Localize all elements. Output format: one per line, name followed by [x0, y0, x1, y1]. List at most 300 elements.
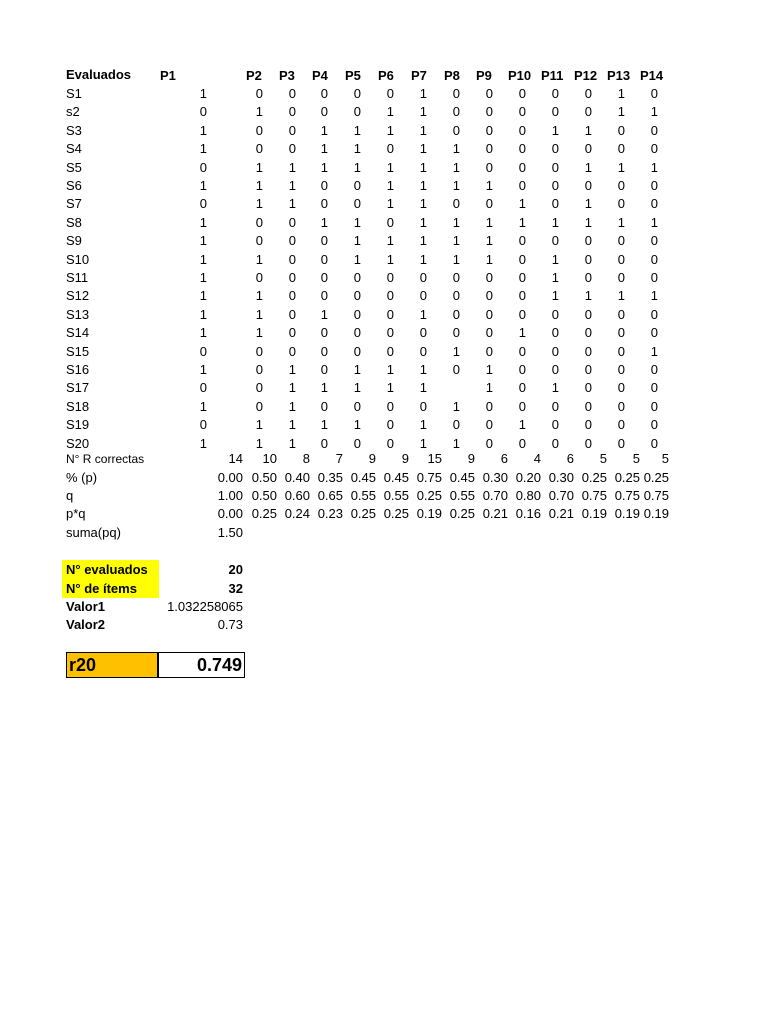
score-cell: 0 — [551, 362, 559, 377]
stat-cell: 9 — [467, 451, 475, 466]
score-cell: 0 — [386, 325, 394, 340]
score-cell: 1 — [419, 178, 427, 193]
score-cell: 1 — [617, 215, 625, 230]
score-cell: 1 — [386, 252, 394, 267]
score-cell: 0 — [650, 233, 658, 248]
score-cell: 0 — [320, 252, 328, 267]
score-cell: 0 — [584, 325, 592, 340]
score-cell: 1 — [320, 307, 328, 322]
score-cell: 0 — [518, 270, 526, 285]
score-cell: 0 — [617, 436, 625, 451]
score-cell: 0 — [650, 380, 658, 395]
score-cell: 1 — [452, 252, 460, 267]
score-cell: 0 — [485, 344, 493, 359]
score-cell: 1 — [353, 233, 361, 248]
score-cell: 0 — [452, 123, 460, 138]
stat-cell: 0.25 — [643, 470, 669, 485]
score-cell: 1 — [452, 160, 460, 175]
stat-cell: 0.25 — [581, 470, 607, 485]
score-cell: 0 — [485, 141, 493, 156]
score-cell: 1 — [551, 270, 559, 285]
score-cell: 0 — [320, 104, 328, 119]
score-cell: 0 — [518, 104, 526, 119]
score-cell: 0 — [288, 344, 296, 359]
score-cell: 1 — [255, 104, 263, 119]
score-cell: 0 — [452, 288, 460, 303]
score-cell: 1 — [650, 288, 658, 303]
score-cell: 1 — [419, 307, 427, 322]
score-cell: 0 — [617, 252, 625, 267]
subject-label: S11 — [66, 270, 89, 285]
score-cell: 1 — [199, 141, 207, 156]
score-cell: 0 — [452, 325, 460, 340]
score-cell: 1 — [386, 178, 394, 193]
header-p1: P1 — [160, 68, 176, 83]
score-cell: 0 — [650, 362, 658, 377]
score-cell: 1 — [320, 417, 328, 432]
score-cell: 1 — [584, 160, 592, 175]
score-cell: 0 — [650, 307, 658, 322]
score-cell: 1 — [199, 399, 207, 414]
header-p7: P7 — [411, 68, 427, 83]
score-cell: 0 — [551, 104, 559, 119]
stat-cell: 5 — [632, 451, 640, 466]
score-cell: 1 — [551, 215, 559, 230]
score-cell: 0 — [288, 325, 296, 340]
score-cell: 1 — [386, 104, 394, 119]
score-cell: 1 — [485, 252, 493, 267]
score-cell: 0 — [452, 104, 460, 119]
stat-cell: 6 — [500, 451, 508, 466]
subject-label: S16 — [66, 362, 90, 377]
score-cell: 0 — [584, 233, 592, 248]
score-cell: 0 — [353, 325, 361, 340]
score-cell: 0 — [353, 86, 361, 101]
score-cell: 1 — [617, 160, 625, 175]
score-cell: 1 — [199, 325, 207, 340]
score-cell: 1 — [255, 160, 263, 175]
stat-cell: 0.21 — [482, 506, 508, 521]
header-p11: P11 — [541, 68, 564, 83]
score-cell: 1 — [485, 178, 493, 193]
score-cell: 0 — [584, 380, 592, 395]
score-cell: 0 — [650, 252, 658, 267]
score-cell: 0 — [288, 252, 296, 267]
subject-label: S7 — [66, 196, 82, 211]
score-cell: 1 — [485, 215, 493, 230]
score-cell: 0 — [551, 307, 559, 322]
score-cell: 0 — [353, 178, 361, 193]
score-cell: 0 — [485, 270, 493, 285]
score-cell: 0 — [419, 288, 427, 303]
score-cell: 0 — [518, 233, 526, 248]
stat-cell: 0.25 — [449, 506, 475, 521]
score-cell: 0 — [617, 270, 625, 285]
score-cell: 0 — [255, 141, 263, 156]
score-cell: 1 — [452, 344, 460, 359]
score-cell: 0 — [584, 436, 592, 451]
score-cell: 1 — [288, 380, 296, 395]
score-cell: 1 — [353, 215, 361, 230]
score-cell: 0 — [255, 362, 263, 377]
score-cell: 0 — [199, 417, 207, 432]
score-cell: 1 — [386, 380, 394, 395]
score-cell: 1 — [419, 380, 427, 395]
score-cell: 1 — [199, 307, 207, 322]
stat-cell: 0.55 — [449, 488, 475, 503]
score-cell: 0 — [255, 233, 263, 248]
score-cell: 1 — [199, 86, 207, 101]
stat-cell: 0.25 — [416, 488, 442, 503]
score-cell: 1 — [584, 196, 592, 211]
score-cell: 1 — [386, 196, 394, 211]
score-cell: 0 — [320, 325, 328, 340]
score-cell: 1 — [199, 270, 207, 285]
subject-label: s2 — [66, 104, 80, 119]
score-cell: 0 — [320, 399, 328, 414]
stat-cell: 0.75 — [581, 488, 607, 503]
score-cell: 1 — [255, 417, 263, 432]
score-cell: 0 — [485, 288, 493, 303]
stat-cell: 0.40 — [284, 470, 310, 485]
score-cell: 0 — [419, 325, 427, 340]
score-cell: 1 — [551, 380, 559, 395]
score-cell: 0 — [617, 325, 625, 340]
r20-label: r20 — [66, 652, 158, 678]
score-cell: 0 — [452, 270, 460, 285]
score-cell: 0 — [617, 380, 625, 395]
evaluados-value: 20 — [228, 562, 243, 577]
stat-cell: 4 — [533, 451, 541, 466]
score-cell: 1 — [650, 160, 658, 175]
score-cell: 0 — [650, 123, 658, 138]
stat-cell: 6 — [566, 451, 574, 466]
score-cell: 0 — [288, 123, 296, 138]
score-cell: 0 — [452, 307, 460, 322]
score-cell: 0 — [617, 362, 625, 377]
score-cell: 1 — [452, 178, 460, 193]
score-cell: 1 — [199, 233, 207, 248]
score-cell: 0 — [255, 380, 263, 395]
score-cell: 1 — [353, 123, 361, 138]
subject-label: S5 — [66, 160, 82, 175]
score-cell: 1 — [199, 178, 207, 193]
score-cell: 1 — [485, 362, 493, 377]
score-cell: 0 — [255, 344, 263, 359]
score-cell: 1 — [518, 196, 526, 211]
score-cell: 0 — [386, 270, 394, 285]
score-cell: 0 — [419, 399, 427, 414]
score-cell: 1 — [353, 252, 361, 267]
score-cell: 0 — [320, 270, 328, 285]
score-cell: 0 — [617, 307, 625, 322]
score-cell: 0 — [518, 307, 526, 322]
score-cell: 1 — [320, 160, 328, 175]
score-cell: 0 — [353, 196, 361, 211]
stat-cell: 0.25 — [383, 506, 409, 521]
subject-label: S3 — [66, 123, 82, 138]
stat-label: N° R correctas — [66, 452, 145, 466]
score-cell: 1 — [419, 362, 427, 377]
score-cell: 1 — [452, 436, 460, 451]
subject-label: S19 — [66, 417, 90, 432]
valor2-label: Valor2 — [66, 617, 106, 632]
subject-label: S8 — [66, 215, 82, 230]
stat-cell: 1.00 — [217, 488, 243, 503]
stat-cell: 0.70 — [482, 488, 508, 503]
score-cell: 0 — [584, 141, 592, 156]
score-cell: 0 — [419, 344, 427, 359]
score-cell: 1 — [288, 417, 296, 432]
stat-cell: 0.35 — [317, 470, 343, 485]
score-cell: 0 — [551, 178, 559, 193]
score-cell: 0 — [584, 399, 592, 414]
score-cell: 1 — [288, 178, 296, 193]
valor2-value: 0.73 — [217, 617, 243, 632]
score-cell: 1 — [288, 160, 296, 175]
score-cell: 1 — [551, 123, 559, 138]
header-p6: P6 — [378, 68, 394, 83]
stat-cell: 5 — [599, 451, 607, 466]
score-cell: 1 — [419, 215, 427, 230]
stat-label: % (p) — [66, 470, 98, 485]
score-cell: 1 — [452, 141, 460, 156]
score-cell: 1 — [584, 288, 592, 303]
stat-cell: 5 — [661, 451, 669, 466]
score-cell: 0 — [288, 141, 296, 156]
score-cell: 0 — [386, 417, 394, 432]
suma-value: 1.50 — [217, 525, 243, 540]
subject-label: S9 — [66, 233, 82, 248]
score-cell: 0 — [199, 196, 207, 211]
items-value: 32 — [228, 581, 243, 596]
evaluados-label: N° evaluados — [66, 562, 148, 577]
score-cell: 1 — [199, 288, 207, 303]
score-cell: 0 — [485, 123, 493, 138]
score-cell: 0 — [320, 233, 328, 248]
score-cell: 0 — [288, 233, 296, 248]
score-cell: 1 — [255, 196, 263, 211]
score-cell: 1 — [320, 123, 328, 138]
score-cell: 0 — [551, 233, 559, 248]
subject-label: S17 — [66, 380, 90, 395]
score-cell: 0 — [650, 399, 658, 414]
header-p14: P14 — [640, 68, 664, 83]
stat-cell: 0.45 — [350, 470, 376, 485]
score-cell: 1 — [419, 160, 427, 175]
score-cell: 1 — [485, 233, 493, 248]
subject-label: S14 — [66, 325, 90, 340]
score-cell: 0 — [199, 160, 207, 175]
score-cell: 0 — [518, 141, 526, 156]
stat-cell: 0.50 — [251, 488, 277, 503]
score-cell: 0 — [551, 141, 559, 156]
score-cell: 0 — [551, 86, 559, 101]
suma-label: suma(pq) — [66, 525, 121, 540]
score-cell: 1 — [353, 141, 361, 156]
stat-cell: 0.75 — [416, 470, 442, 485]
score-cell: 0 — [518, 123, 526, 138]
score-cell: 0 — [650, 141, 658, 156]
subject-label: S12 — [66, 288, 90, 303]
score-cell: 1 — [419, 436, 427, 451]
score-cell: 0 — [386, 399, 394, 414]
score-cell: 1 — [199, 123, 207, 138]
stat-cell: 0.25 — [251, 506, 277, 521]
stat-cell: 9 — [368, 451, 376, 466]
score-cell: 0 — [288, 307, 296, 322]
subject-label: S18 — [66, 399, 90, 414]
score-cell: 0 — [452, 417, 460, 432]
score-cell: 0 — [353, 344, 361, 359]
score-cell: 0 — [353, 270, 361, 285]
valor1-value: 1.032258065 — [167, 599, 243, 614]
score-cell: 0 — [584, 344, 592, 359]
score-cell: 0 — [485, 104, 493, 119]
score-cell: 0 — [551, 160, 559, 175]
score-cell: 0 — [255, 86, 263, 101]
score-cell: 1 — [485, 380, 493, 395]
stat-cell: 0.45 — [449, 470, 475, 485]
score-cell: 1 — [320, 215, 328, 230]
score-cell: 1 — [255, 178, 263, 193]
stat-cell: 0.75 — [614, 488, 640, 503]
score-cell: 0 — [353, 399, 361, 414]
score-cell: 1 — [288, 399, 296, 414]
score-cell: 0 — [617, 141, 625, 156]
score-cell: 0 — [617, 196, 625, 211]
score-cell: 0 — [584, 417, 592, 432]
score-cell: 0 — [518, 252, 526, 267]
score-cell: 0 — [650, 270, 658, 285]
stat-cell: 8 — [302, 451, 310, 466]
stat-cell: 15 — [427, 451, 442, 466]
score-cell: 0 — [485, 160, 493, 175]
score-cell: 0 — [452, 362, 460, 377]
score-cell: 0 — [518, 399, 526, 414]
score-cell: 1 — [617, 104, 625, 119]
score-cell: 0 — [485, 325, 493, 340]
score-cell: 1 — [419, 196, 427, 211]
stat-cell: 0.50 — [251, 470, 277, 485]
score-cell: 0 — [255, 399, 263, 414]
stat-cell: 0.75 — [643, 488, 669, 503]
score-cell: 0 — [518, 436, 526, 451]
score-cell: 0 — [518, 86, 526, 101]
score-cell: 0 — [617, 123, 625, 138]
score-cell: 1 — [584, 123, 592, 138]
row-label-header: Evaluados — [66, 67, 132, 82]
stat-cell: 0.65 — [317, 488, 343, 503]
stat-label: p*q — [66, 506, 86, 521]
score-cell: 0 — [551, 196, 559, 211]
score-cell: 0 — [518, 288, 526, 303]
score-cell: 1 — [551, 288, 559, 303]
score-cell: 1 — [452, 399, 460, 414]
score-cell: 1 — [650, 344, 658, 359]
stat-cell: 0.00 — [217, 506, 243, 521]
score-cell: 0 — [199, 104, 207, 119]
stat-cell: 7 — [335, 451, 343, 466]
score-cell: 0 — [452, 86, 460, 101]
score-cell: 1 — [288, 436, 296, 451]
score-cell: 0 — [518, 362, 526, 377]
subject-label: S6 — [66, 178, 82, 193]
score-cell: 0 — [584, 104, 592, 119]
score-cell: 1 — [199, 252, 207, 267]
header-p9: P9 — [476, 68, 492, 83]
score-cell: 0 — [584, 86, 592, 101]
score-cell: 0 — [584, 362, 592, 377]
score-cell: 0 — [551, 399, 559, 414]
stat-label: q — [66, 488, 74, 503]
score-cell: 0 — [419, 270, 427, 285]
stat-cell: 0.80 — [515, 488, 541, 503]
score-cell: 1 — [452, 233, 460, 248]
score-cell: 0 — [320, 362, 328, 377]
score-cell: 0 — [320, 288, 328, 303]
score-cell: 1 — [419, 86, 427, 101]
score-cell: 0 — [650, 178, 658, 193]
score-cell: 0 — [320, 86, 328, 101]
score-cell: 0 — [288, 215, 296, 230]
stat-cell: 0.70 — [548, 488, 574, 503]
score-cell: 0 — [617, 399, 625, 414]
score-cell: 0 — [386, 215, 394, 230]
header-p12: P12 — [574, 68, 598, 83]
score-cell: 0 — [617, 178, 625, 193]
score-cell: 0 — [320, 436, 328, 451]
score-cell: 0 — [199, 380, 207, 395]
score-cell: 0 — [617, 233, 625, 248]
score-cell: 1 — [617, 288, 625, 303]
stat-cell: 0.55 — [383, 488, 409, 503]
score-cell: 1 — [419, 417, 427, 432]
stat-cell: 0.30 — [548, 470, 574, 485]
score-cell: 0 — [584, 178, 592, 193]
score-cell: 0 — [320, 178, 328, 193]
score-cell: 1 — [419, 123, 427, 138]
score-cell: 0 — [551, 417, 559, 432]
stat-cell: 0.45 — [383, 470, 409, 485]
score-cell: 0 — [485, 86, 493, 101]
score-cell: 1 — [551, 252, 559, 267]
score-cell: 1 — [353, 380, 361, 395]
valor1-label: Valor1 — [66, 599, 106, 614]
score-cell: 1 — [255, 288, 263, 303]
stat-cell: 9 — [401, 451, 409, 466]
score-cell: 1 — [386, 160, 394, 175]
score-cell: 1 — [617, 86, 625, 101]
score-cell: 0 — [386, 86, 394, 101]
score-cell: 0 — [320, 344, 328, 359]
subject-label: S4 — [66, 141, 82, 156]
score-cell: 1 — [386, 362, 394, 377]
r20-value: 0.749 — [158, 652, 245, 678]
score-cell: 0 — [255, 123, 263, 138]
stat-cell: 0.25 — [350, 506, 376, 521]
score-cell: 1 — [518, 215, 526, 230]
score-cell: 1 — [255, 252, 263, 267]
score-cell: 1 — [419, 233, 427, 248]
score-cell: 0 — [386, 344, 394, 359]
subject-label: S13 — [66, 307, 90, 322]
stat-cell: 0.19 — [581, 506, 607, 521]
stat-cell: 0.16 — [515, 506, 541, 521]
score-cell: 1 — [255, 307, 263, 322]
score-cell: 0 — [288, 288, 296, 303]
score-cell: 1 — [419, 252, 427, 267]
